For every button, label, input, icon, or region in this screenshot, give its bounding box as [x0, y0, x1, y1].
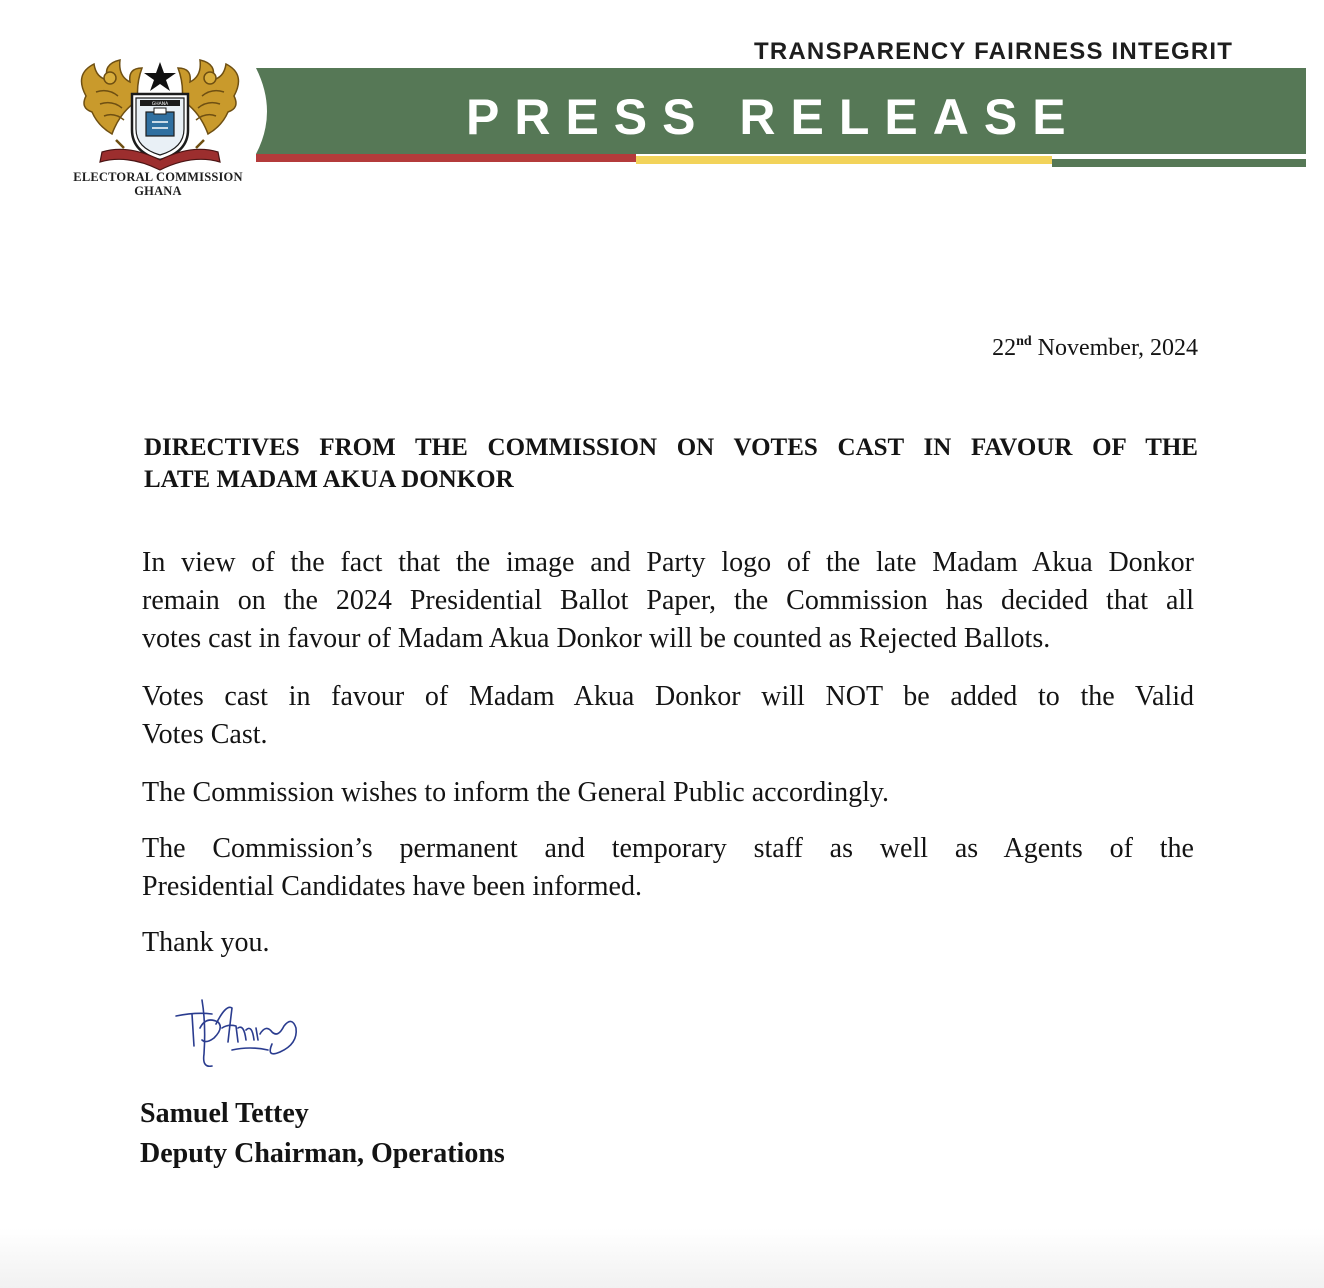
- paragraph-line: The Commission’s permanent and temporary staff as well as Agents of the: [142, 833, 1194, 864]
- date-rest: November, 2024: [1037, 335, 1198, 361]
- paragraph-line: Votes Cast.: [142, 719, 268, 750]
- banner-title: PRESS RELEASE: [466, 89, 1081, 145]
- heading-line2: LATE MADAM AKUA DONKOR: [144, 466, 514, 493]
- svg-text:GHANA: GHANA: [151, 102, 169, 107]
- signatory-block: [140, 1094, 505, 1174]
- signatory-title: Deputy Chairman, Operations: [140, 1138, 505, 1169]
- heading-line1: DIRECTIVES FROM THE COMMISSION ON VOTES CAST IN FAVOUR OF THE: [144, 434, 1198, 461]
- tagline: TRANSPARENCY FAIRNESS INTEGRIT: [754, 38, 1234, 65]
- closing-thank-you: [142, 924, 1194, 962]
- paragraph-rejected-ballots: [142, 544, 1194, 658]
- green-stripe: [1052, 159, 1306, 167]
- red-stripe: [256, 154, 636, 162]
- paragraph-line: remain on the 2024 Presidential Ballot Paper, the Commission has decided that all: [142, 585, 1194, 616]
- date-suffix: nd: [1016, 334, 1032, 349]
- organization-name: [52, 170, 264, 198]
- date-day: 22: [992, 335, 1017, 361]
- paragraph-inform-public: [142, 774, 1194, 812]
- paragraph-staff-informed: [142, 830, 1194, 906]
- paragraph-line: In view of the fact that the image and Party logo of the late Madam Akua Donkor: [142, 547, 1194, 578]
- paragraph-line: The Commission wishes to inform the General Public accordingly.: [142, 777, 890, 808]
- gold-stripe: [636, 156, 1052, 164]
- coat-of-arms-logo: [72, 56, 248, 172]
- signatory-name: Samuel Tettey: [140, 1098, 309, 1129]
- page-bottom-shadow: [0, 1228, 1324, 1288]
- paragraph-line: Votes cast in favour of Madam Akua Donkor will NOT be added to the Valid: [142, 681, 1194, 712]
- organization-name-line1: ELECTORAL COMMISSION: [73, 170, 243, 184]
- paragraph-valid-votes: [142, 678, 1194, 754]
- organization-name-line2: GHANA: [134, 184, 182, 198]
- paragraph-line: Thank you.: [142, 927, 270, 958]
- paragraph-line: Presidential Candidates have been informed.: [142, 871, 642, 902]
- handwritten-signature: [172, 994, 308, 1074]
- paragraph-line: votes cast in favour of Madam Akua Donkor will be counted as Rejected Ballots.: [142, 623, 1051, 654]
- release-date: [900, 334, 1198, 362]
- release-heading: [144, 432, 1198, 496]
